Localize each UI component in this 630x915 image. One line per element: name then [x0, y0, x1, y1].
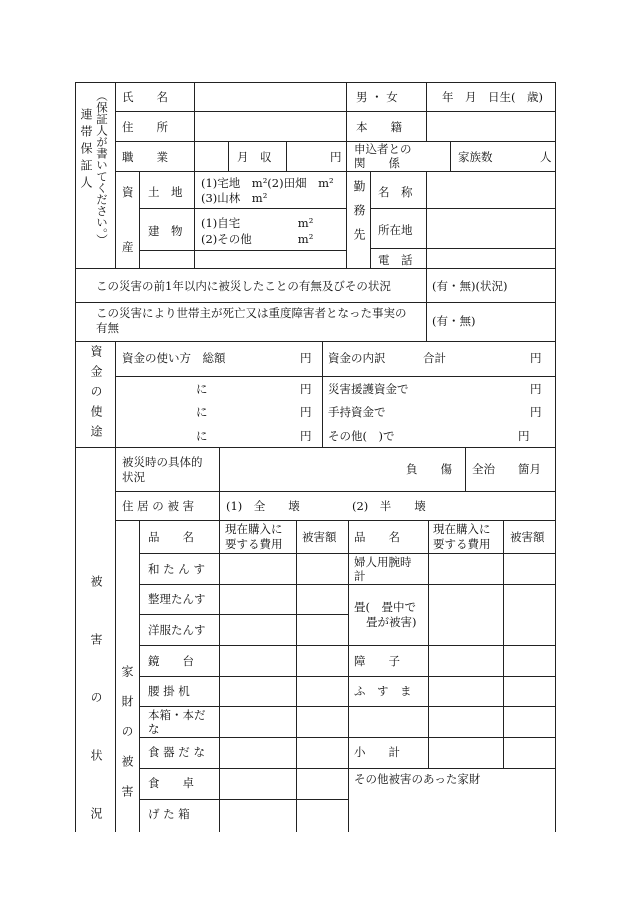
workplace-name-label: 名 称	[378, 185, 413, 199]
rule	[75, 302, 556, 303]
land-detail-line2: (3)山林 m²	[201, 191, 268, 205]
rule	[194, 82, 195, 171]
source-other-fund-unit: 円	[518, 429, 530, 443]
rule	[115, 111, 556, 112]
rule	[115, 491, 556, 492]
rule	[115, 447, 116, 832]
breakdown-total-unit: 円	[530, 351, 542, 365]
guarantor-section-label: 連帯保証人	[79, 108, 93, 193]
item-tatami-line2: 畳が被害)	[366, 615, 417, 629]
prior-disaster-question: この災害の前1年以内に被災したことの有無及びその状況	[96, 279, 391, 293]
rule	[194, 171, 195, 268]
building-label: 建 物	[148, 224, 183, 238]
rule	[296, 520, 297, 832]
item-tatami-line1: 畳( 畳中で	[354, 600, 416, 614]
family-count-unit: 人	[540, 150, 552, 164]
header-cost-right-line2: 要する費用	[433, 537, 491, 551]
rule	[426, 268, 427, 341]
rule	[139, 171, 140, 268]
item-wardrobe: 和 た ん す	[148, 562, 205, 576]
source-own-fund-unit: 円	[530, 405, 542, 419]
rule	[228, 141, 229, 171]
item-chest: 整理たんす	[148, 592, 206, 606]
damage-status-label: 被害の状況	[89, 575, 103, 865]
item-dresser: 鏡 台	[148, 654, 194, 668]
gender-field: 男 ・ 女	[356, 90, 398, 104]
source-other-fund: その他( )で	[328, 429, 395, 443]
occupation-label: 職 業	[122, 150, 168, 164]
assets-label-bottom: 産	[122, 240, 134, 254]
item-clothes-closet: 洋服たんす	[148, 623, 206, 637]
item-other-household: その他被害のあった家財	[354, 772, 481, 786]
source-disaster-fund: 災害援護資金で	[328, 382, 409, 396]
workplace-phone-label: 電 話	[378, 253, 413, 267]
source-own-fund: 手持資金で	[328, 405, 386, 419]
prior-disaster-answer: (有・無)(状況)	[432, 279, 508, 293]
rule	[115, 141, 556, 142]
rule	[426, 111, 427, 141]
address-label: 住 所	[122, 120, 168, 134]
header-cost-right-line1: 現在購入に	[433, 522, 491, 536]
relation-label-line1: 申込者との	[354, 142, 412, 156]
building-detail-line1: (1)自宅 m²	[201, 216, 314, 230]
rule	[139, 250, 346, 251]
residence-half-collapse: (2) 半 壊	[352, 499, 426, 513]
usage-row-2-for: に	[196, 405, 208, 419]
breakdown-total-label: 合計	[423, 351, 446, 365]
guarantor-note: （保証人が書いてください。）	[95, 90, 109, 246]
rule	[370, 171, 371, 268]
item-dining-table: 食 卓	[148, 776, 194, 790]
rule	[450, 141, 451, 171]
usage-row-1-for: に	[196, 382, 208, 396]
rule	[139, 208, 346, 209]
household-damage-label: 家財の被害	[120, 665, 134, 815]
item-cupboard: 食 器 だ な	[148, 745, 205, 759]
rule	[139, 799, 348, 800]
rule	[219, 520, 220, 832]
usage-row-1-unit: 円	[300, 382, 312, 396]
rule	[348, 584, 556, 585]
rule	[426, 82, 427, 111]
rule	[322, 341, 323, 447]
header-cost-left-line2: 要する費用	[225, 537, 283, 551]
usage-row-3-for: に	[196, 429, 208, 443]
rule	[115, 341, 116, 447]
rule	[426, 171, 427, 268]
assets-label-top: 資	[122, 185, 134, 199]
usage-total-unit: 円	[300, 351, 312, 365]
death-injury-question-line1: この災害により世帯主が死亡又は重度障害者となった事実の	[96, 306, 407, 320]
header-item-left: 品 名	[148, 530, 194, 544]
header-damage-right: 被害額	[510, 530, 545, 544]
birthdate-field: 年 月 日生( 歳)	[442, 90, 543, 104]
item-shoe-box: げ た 箱	[148, 807, 190, 821]
rule	[346, 82, 347, 268]
workplace-location-label: 所在地	[378, 223, 413, 237]
injury-label: 負 傷	[406, 462, 452, 476]
workplace-label: 勤務先	[352, 180, 366, 252]
rule	[370, 208, 556, 209]
income-unit: 円	[330, 150, 342, 164]
header-cost-left-line1: 現在購入に	[225, 522, 283, 536]
rule	[348, 520, 349, 832]
rule	[115, 171, 556, 172]
death-injury-question-line2: 有無	[96, 321, 119, 335]
header-item-right: 品 名	[354, 530, 400, 544]
rule	[75, 268, 556, 269]
rule	[555, 82, 556, 832]
rule	[428, 520, 429, 768]
rule	[75, 82, 556, 83]
rule	[286, 141, 287, 171]
header-damage-left: 被害額	[302, 530, 337, 544]
rule	[115, 376, 556, 377]
residence-damage-label: 住 居 の 被 害	[122, 499, 195, 513]
rule	[139, 584, 348, 585]
usage-row-3-unit: 円	[300, 429, 312, 443]
rule	[465, 447, 466, 491]
rule	[115, 520, 556, 521]
item-desk: 腰 掛 机	[148, 684, 190, 698]
item-bookcase-line2: な	[148, 722, 160, 736]
name-label: 氏 名	[122, 90, 168, 104]
rule	[370, 248, 556, 249]
rule	[219, 447, 220, 491]
item-subtotal: 小 計	[354, 745, 400, 759]
item-fusuma: ふ す ま	[354, 684, 412, 698]
land-label: 土 地	[148, 185, 183, 199]
rule	[139, 614, 348, 615]
family-count-label: 家族数	[458, 150, 493, 164]
rule	[115, 82, 116, 268]
rule	[139, 520, 140, 832]
usage-row-2-unit: 円	[300, 405, 312, 419]
rule	[75, 447, 556, 448]
rule	[75, 82, 76, 832]
death-injury-answer: (有・無)	[432, 314, 476, 328]
breakdown-label: 資金の内訳	[328, 351, 386, 365]
item-watch-line2: 計	[354, 569, 366, 583]
rule	[219, 491, 220, 520]
funds-use-label: 資金の使途	[89, 345, 103, 445]
rule	[75, 341, 556, 342]
rule	[503, 520, 504, 768]
land-detail-line1: (1)宅地 m²(2)田畑 m²	[201, 176, 334, 190]
item-bookcase-line1: 本箱・本だ	[148, 708, 206, 722]
item-shoji: 障 子	[354, 654, 400, 668]
situation-label-line2: 状況	[122, 470, 145, 484]
income-label: 月 収	[237, 150, 272, 164]
situation-label-line1: 被災時の具体的	[122, 455, 203, 469]
usage-total-label: 資金の使い方 総額	[122, 351, 226, 365]
domicile-label: 本 籍	[356, 120, 402, 134]
building-detail-line2: (2)その他 m²	[201, 232, 314, 246]
residence-full-collapse: (1) 全 壊	[226, 499, 300, 513]
relation-label-line2: 関 係	[354, 156, 400, 170]
source-disaster-fund-unit: 円	[530, 382, 542, 396]
injury-recovery: 全治 箇月	[472, 462, 541, 476]
item-watch-line1: 婦人用腕時	[354, 555, 412, 569]
